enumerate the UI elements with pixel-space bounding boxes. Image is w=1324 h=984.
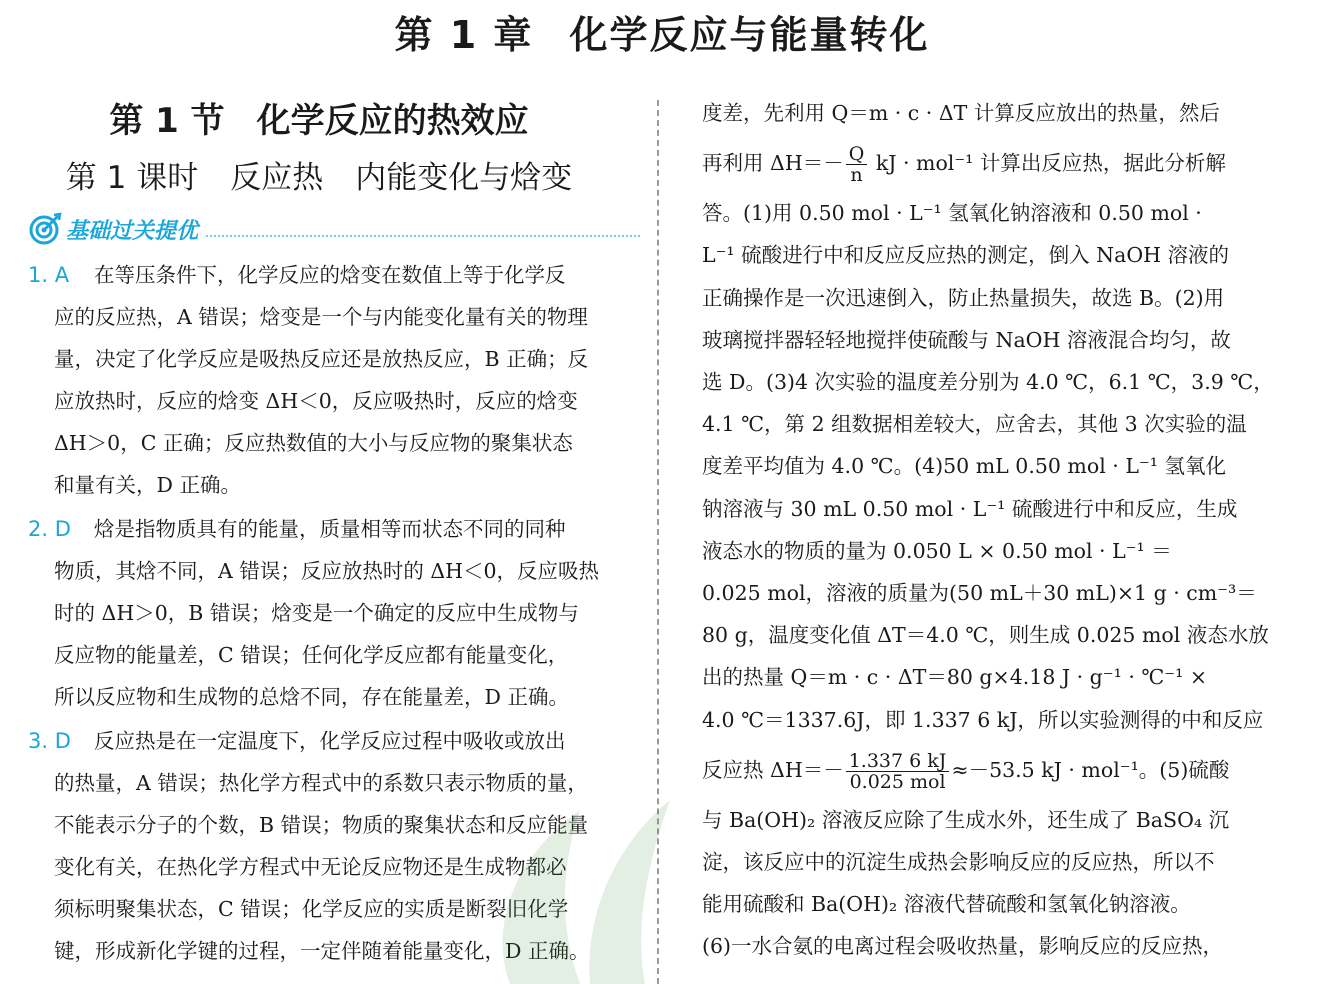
answer-item (28, 508, 640, 718)
text-line: 淀，该反应中的沉淀生成热会影响反应的反应热，所以不 (702, 850, 1215, 875)
answer-line: 和量有关，D 正确。 (54, 473, 241, 497)
answer-line: 键，形成新化学键的过程，一定伴随着能量变化，D 正确。 (54, 939, 590, 963)
answer-line (28, 720, 640, 762)
answer-text: 在等压条件下，化学反应的焓变在数值上等于化学反 (94, 263, 566, 287)
answer-line: 的热量，A 错误；热化学方程式中的系数只表示物质的量， (54, 771, 588, 795)
text-line: 正确操作是一次迅速倒入，防止热量损失，故选 B。(2)用 (702, 285, 1225, 310)
text-line: 与 Ba(OH)₂ 溶液反应除了生成水外，还生成了 BaSO₄ 沉 (702, 807, 1230, 832)
formula-prefix: 再利用 ΔH＝－ (702, 151, 844, 176)
answer-line (28, 508, 640, 550)
answer-line: 量，决定了化学反应是吸热反应还是放热反应，B 正确；反 (54, 347, 589, 371)
text-line: L⁻¹ 硫酸进行中和反应反应热的测定，倒入 NaOH 溶液的 (702, 243, 1230, 268)
text-line: 0.025 mol，溶液的质量为(50 mL＋30 mL)×1 g · cm⁻³＝ (702, 581, 1257, 606)
formula-line (702, 134, 1290, 192)
fraction-denominator: n (850, 164, 863, 187)
section-title (0, 92, 640, 150)
text-line: (6)一水合氨的电离过程会吸收热量，影响反应的反应热， (702, 934, 1224, 959)
question-number: 3. D (28, 729, 71, 753)
chapter-name: 化学反应与能量转化 (569, 13, 930, 57)
banner-label: 基础过关提优 (66, 218, 199, 244)
answer-line: 不能表示分子的个数，B 错误；物质的聚集状态和反应能量 (54, 813, 589, 837)
text-line: 液态水的物质的量为 0.050 L × 0.50 mol · L⁻¹ ＝ (702, 538, 1172, 563)
text-line: 4.0 ℃＝1337.6J，即 1.337 6 kJ，所以实验测得的中和反应 (702, 707, 1264, 732)
section-number: 第 1 节 (109, 101, 225, 141)
text-line: 能用硫酸和 Ba(OH)₂ 溶液代替硫酸和氢氧化钠溶液。 (702, 892, 1191, 917)
formula-prefix: 反应热 ΔH＝－ (702, 757, 844, 782)
answer-line: 物质，其焓不同，A 错误；反应放热时的 ΔH＜0，反应吸热 (54, 559, 600, 583)
lesson-title (0, 150, 640, 206)
answer-line (28, 254, 640, 296)
text-line: 度差平均值为 4.0 ℃。(4)50 mL 0.50 mol · L⁻¹ 氢氧化 (702, 454, 1226, 479)
fraction-numerator: Q (846, 144, 868, 165)
text-line: 玻璃搅拌器轻轻地搅拌使硫酸与 NaOH 溶液混合均匀，故 (702, 327, 1231, 352)
formula-suffix: kJ · mol⁻¹ 计算出反应热，据此分析解 (875, 151, 1226, 176)
section-banner (28, 210, 640, 248)
banner-dotted-rule (206, 235, 640, 237)
answer-line: 所以反应物和生成物的总焓不同，存在能量差，D 正确。 (54, 685, 569, 709)
answer-line: 反应物的能量差，C 错误；任何化学反应都有能量变化， (54, 643, 569, 667)
section-name: 化学反应的热效应 (256, 101, 529, 141)
answer-line: ΔH＞0，C 正确；反应热数值的大小与反应物的聚集状态 (54, 431, 573, 455)
answer-line: 时的 ΔH＞0，B 错误；焓变是一个确定的反应中生成物与 (54, 601, 579, 625)
answer-line: 变化有关，在热化学方程式中无论反应物还是生成物都必 (54, 855, 567, 879)
answer-line: 须标明聚集状态，C 错误；化学反应的实质是断裂旧化学 (54, 897, 569, 921)
text-block (702, 799, 1290, 968)
text-line: 钠溶液与 30 mL 0.50 mol · L⁻¹ 硫酸进行中和反应，生成 (702, 496, 1238, 521)
answer-line: 应放热时，反应的焓变 ΔH＜0，反应吸热时，反应的焓变 (54, 389, 578, 413)
answer-text: 反应热是在一定温度下，化学反应过程中吸收或放出 (94, 729, 566, 753)
lesson-part2: 内能变化与焓变 (355, 160, 573, 196)
right-column (702, 92, 1290, 968)
question-number: 2. D (28, 517, 71, 541)
fraction-denominator: 0.025 mol (849, 770, 946, 793)
leaf-watermark-icon (470, 780, 710, 984)
text-block (702, 192, 1290, 741)
text-line: 出的热量 Q＝m · c · ΔT＝80 g×4.18 J · g⁻¹ · ℃⁻¹ × (702, 665, 1208, 690)
formula-line (702, 741, 1290, 799)
answer-text: 焓是指物质具有的能量，质量相等而状态不同的同种 (94, 517, 566, 541)
question-number: 1. A (28, 263, 70, 287)
lesson-number: 第 1 课时 (65, 160, 199, 196)
text-line: 答。(1)用 0.50 mol · L⁻¹ 氢氧化钠溶液和 0.50 mol · (702, 201, 1202, 226)
answer-line: 应的反应热，A 错误；焓变是一个与内能变化量有关的物理 (54, 305, 588, 329)
text-line: 80 g，温度变化值 ΔT＝4.0 ℃，则生成 0.025 mol 液态水放 (702, 623, 1269, 648)
text-line: 4.1 ℃，第 2 组数据相差较大，应舍去，其他 3 次实验的温 (702, 412, 1247, 437)
fraction (846, 751, 950, 792)
chapter-number: 第 1 章 (394, 13, 534, 57)
target-icon (28, 212, 62, 246)
fraction-numerator: 1.337 6 kJ (846, 751, 950, 772)
formula-suffix: ≈－53.5 kJ · mol⁻¹。(5)硫酸 (951, 757, 1230, 782)
answer-item (28, 254, 640, 506)
lesson-part1: 反应热 (230, 160, 324, 196)
fraction (846, 144, 868, 185)
text-line: 度差，先利用 Q＝m · c · ΔT 计算反应放出的热量，然后 (702, 101, 1220, 125)
chapter-title (0, 8, 1324, 62)
text-line: 选 D。(3)4 次实验的温度差分别为 4.0 ℃，6.1 ℃，3.9 ℃， (702, 370, 1274, 395)
